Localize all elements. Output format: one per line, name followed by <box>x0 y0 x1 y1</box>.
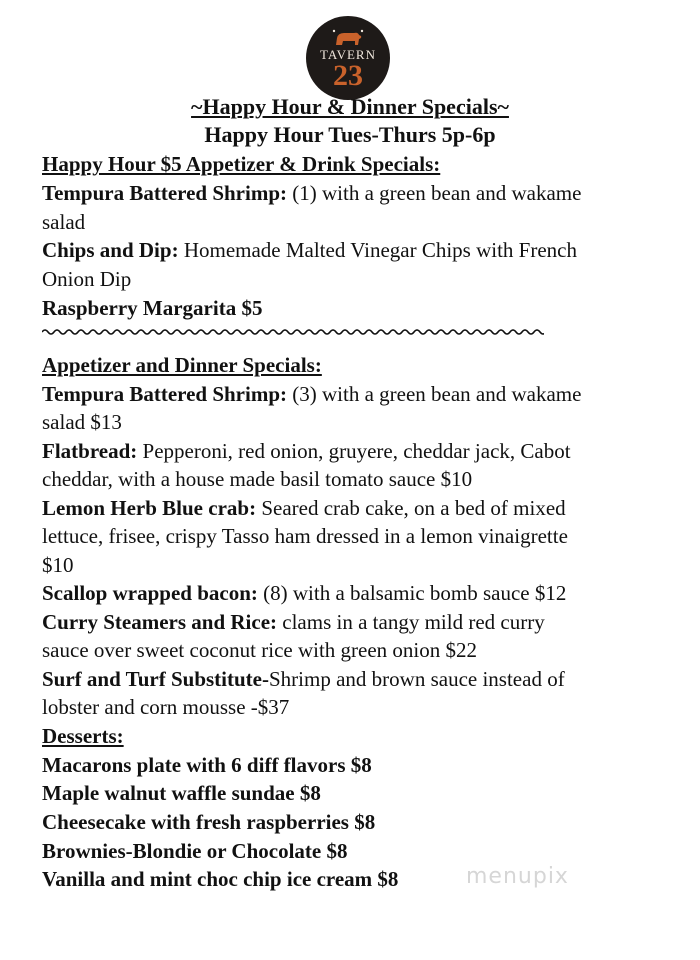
menu-item: Lemon Herb Blue crab: Seared crab cake, on a bed of mixed <box>42 496 566 520</box>
dessert-item: Brownies-Blondie or Chocolate $8 <box>42 839 348 863</box>
menu-item: Tempura Battered Shrimp: (3) with a green bean and wakame <box>42 382 582 406</box>
wavy-divider <box>42 326 544 338</box>
menu-item-desc: lettuce, frisee, crispy Tasso ham dressed in a lemon vinaigrette <box>42 524 568 548</box>
menu-item-desc: salad $13 <box>42 410 122 434</box>
dessert-item: Vanilla and mint choc chip ice cream $8 <box>42 867 399 891</box>
dessert-item: Cheesecake with fresh raspberries $8 <box>42 810 376 834</box>
menu-item: Flatbread: Pepperoni, red onion, gruyere, cheddar jack, Cabot <box>42 439 571 463</box>
menu-item: Curry Steamers and Rice: clams in a tangy mild red curry <box>42 610 545 634</box>
bear-icon <box>328 27 368 47</box>
menu-item: Chips and Dip: Homemade Malted Vinegar Chips with French <box>42 238 577 262</box>
menu-item: Surf and Turf Substitute-Shrimp and brown sauce instead of <box>42 667 565 691</box>
desserts-heading: Desserts: <box>42 724 124 748</box>
happy-hour-heading: Happy Hour $5 Appetizer & Drink Specials: <box>42 152 441 176</box>
menu-item-desc: cheddar, with a house made basil tomato sauce $10 <box>42 467 473 491</box>
menu-item: Raspberry Margarita $5 <box>42 296 263 320</box>
tavern-23-logo <box>306 16 390 100</box>
dinner-specials-heading: Appetizer and Dinner Specials: <box>42 353 322 377</box>
logo-text-tavern: TAVERN <box>319 46 376 62</box>
menu-item-desc: salad <box>42 210 86 234</box>
menu-item-desc: sauce over sweet coconut rice with green onion $22 <box>42 638 478 662</box>
menu-item-desc: lobster and corn mousse -$37 <box>42 695 290 719</box>
watermark: menupix <box>466 864 569 889</box>
logo-text-number: 23 <box>333 58 363 92</box>
happy-hour-times: Happy Hour Tues-Thurs 5p-6p <box>204 122 496 147</box>
menu-item: Tempura Battered Shrimp: (1) with a green bean and wakame <box>42 181 582 205</box>
menu-item-desc: Onion Dip <box>42 267 132 291</box>
dessert-item: Macarons plate with 6 diff flavors $8 <box>42 753 372 777</box>
menu-item-desc: $10 <box>42 553 74 577</box>
menu-item: Scallop wrapped bacon: (8) with a balsamic bomb sauce $12 <box>42 581 567 605</box>
dessert-item: Maple walnut waffle sundae $8 <box>42 781 321 805</box>
page-title: ~Happy Hour & Dinner Specials~ <box>191 94 509 119</box>
